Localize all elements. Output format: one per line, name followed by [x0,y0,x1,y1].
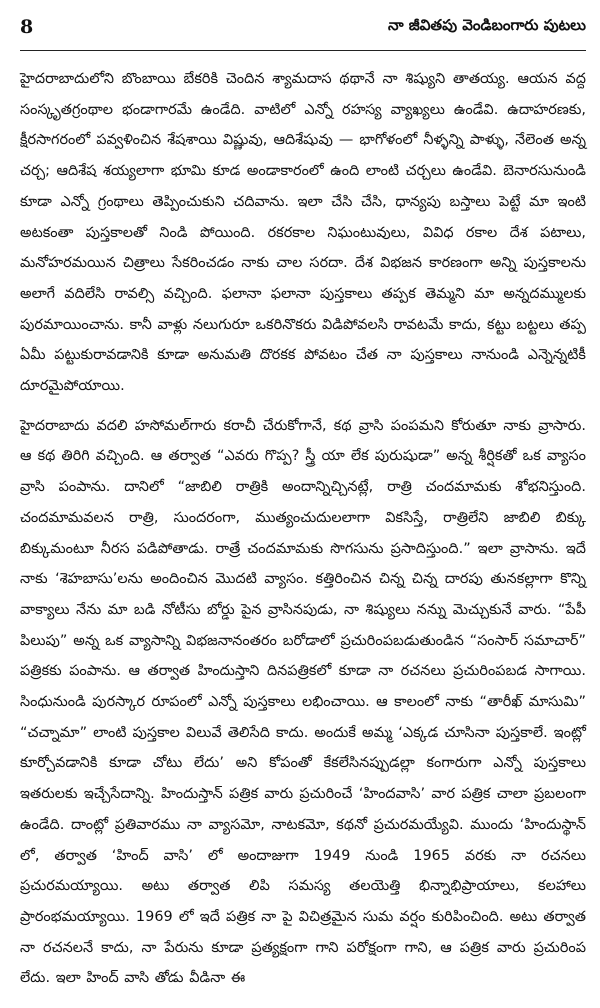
running-title: నా జీవితపు వెండిబంగారు పుటలు [387,16,586,34]
page-number: 8 [20,16,34,38]
page-header [20,10,586,44]
body-text [20,64,586,994]
paragraph-2: హైదరాబాదు వదలి హసోమల్‌గారు కరాచీ చేరుకోగానే, కథ వ్రాసి పంపమని కోరుతూ నాకు వ్రాసారు. ఆ కథ తిరిగి వచ్చింది. ఆ తర్వాత “ఎవరు గొప్ప? స్త్రీ యా లేక పురుషుడా” అన్న శీర్షికతో ఒక వ్యాసం వ్రాసి పంపాను. దానిలో “జాబిలి రాత్రికి అందాన్నిచ్చినట్లే, రాత్రి చందమామకు శోభనిస్తుంది. చందమామవలన రాత్రి, సుందరంగా, ముత్యంచుదులలాగా వికసిస్తే, రాత్రిలేని జాబిలి బిక్కు బిక్కుమంటూ నీరస పడిపోతాడు. రాత్రే చందమామకు సొగసును ప్రసాదిస్తుంది.” ఇలా వ్రాసాను. ఇదే నాకు ‘శెహబాసు’లను అందించిన మొదటి వ్యాసం. కత్తిరించిన చిన్న చిన్న దారపు తునకల్లాగా కొన్ని వాక్యాలు నేను మా బడి నోటీసు బోర్డు పైన వ్రాసినపుడు, నా శిష్యులు నన్ను మెచ్చుకునే వారు. “పేపీ పిలుపు” అన్న ఒక వ్యాసాన్ని విభజనానంతరం బరోడాలో ప్రచురింపబడుతుండిన “సంసార్ సమాచార్” పత్రికకు పంపాను. ఆ తర్వాత హిందుస్తాని దినపత్రికలో కూడా నా రచనలు ప్రచురింపబడ సాగాయి. సింధునుండి పురస్కార రూపంలో ఎన్నో పుస్తకాలు లభించాయి. ఆ కాలంలో నాకు “తారీఖ్ మాసుమి” “చచ్నామా” లాంటి పుస్తకాల విలువే తెలిసేది కాదు. అందుకే అమ్మ ‘ఎక్కడ చూసినా పుస్తకాలే. ఇంట్లో కూర్చోవడానికి కూడా చోటు లేదు’ అని కోపంతో కేకలేసినప్పుడల్లా కంగారుగా ఎన్నో పుస్తకాలు ఇతరులకు ఇచ్చేసేదాన్ని. హిందుస్తాన్ పత్రిక వారు ప్రచురించే ‘హిందవాసి’ వార పత్రిక చాలా ప్రబలంగా ఉండేది. దాంట్లో ప్రతివారము నా వ్యాసమో, నాటకమో, కథనో ప్రచురమయ్యేవి. ముందు ‘హిందుస్థాన్ లో, తర్వాత ‘హింద్ వాసి’ లో అందాజుగా 1949 నుండి 1965 వరకు నా రచనలు ప్రచురమయ్యాయి. అటు తర్వాత లిపి సమస్య తలయెత్తి భిన్నాభిప్రాయాలు, కలహాలు ప్రారంభమయ్యాయి. 1969 లో ఇదే పత్రిక నా పై విచిత్రమైన సుమ వర్షం కురిపించింది. అటు తర్వాత నా రచనలనే కాదు, నా పేరును కూడా ప్రత్యక్షంగా గాని పరోక్షంగా గాని, ఆ పత్రిక వారు ప్రచురింప లేదు. ఇలా హింద్ వాసి తోడు వీడినా ఈ [20,417,586,987]
paragraph-1: హైదరాబాదులోని బొంబాయి బేకరికి చెందిన శ్యామదాస థథానే నా శిష్యుని తాతయ్య. ఆయన వద్ద సంస్కృతగ్రంథాల భండాగారమే ఉండేది. వాటిలో ఎన్నో రహస్య వ్యాఖ్యలు ఉండేవి. ఉదాహరణకు, క్షీరసాగరంలో పవ్వళించిన శేషశాయి విష్ణువు, ఆదిశేషువు — భాగోళంలో నీళ్ళన్ని పాళ్ళు, నేలెంత అన్న చర్చ; ఆదిశేష శయ్యలాగా భూమి కూడ అండాకారంలో ఉంది లాంటి చర్చలు ఉండేవి. బెనారసునుండి కూడా ఎన్నో గ్రంథాలు తెప్పించుకుని చదివాను. ఇలా చేసి చేసి, ధాన్యపు బస్తాలు పెట్టే మా ఇంటి అటకంతా పుస్తకాలతో నిండి పోయింది. రకరకాల నిఘంటువులు, వివిధ రకాల దేశ పటాలు, మనోహరమయిన చిత్రాలు సేకరించడం నాకు చాల సరదా. దేశ విభజన కారణంగా అన్ని పుస్తకాలను అలాగే వదిలేసి రావల్సి వచ్చింది. ఫలానా ఫలానా పుస్తకాలు తప్పక తెమ్మని మా అన్నదమ్ములకు పురమాయించాను. కానీ వాళ్లు నలుగురూ ఒకరినొకరు విడిపోవలసి రావటమే కాదు, కట్టు బట్టలు తప్ప ఏమీ పట్టుకురావడానికి కూడా అనుమతి దొరకక పోవటం చేత నా పుస్తకాలు నానుండి ఎన్నెన్నటికీ దూరమైపోయాయి. [20,71,586,395]
header-rule [20,50,586,51]
